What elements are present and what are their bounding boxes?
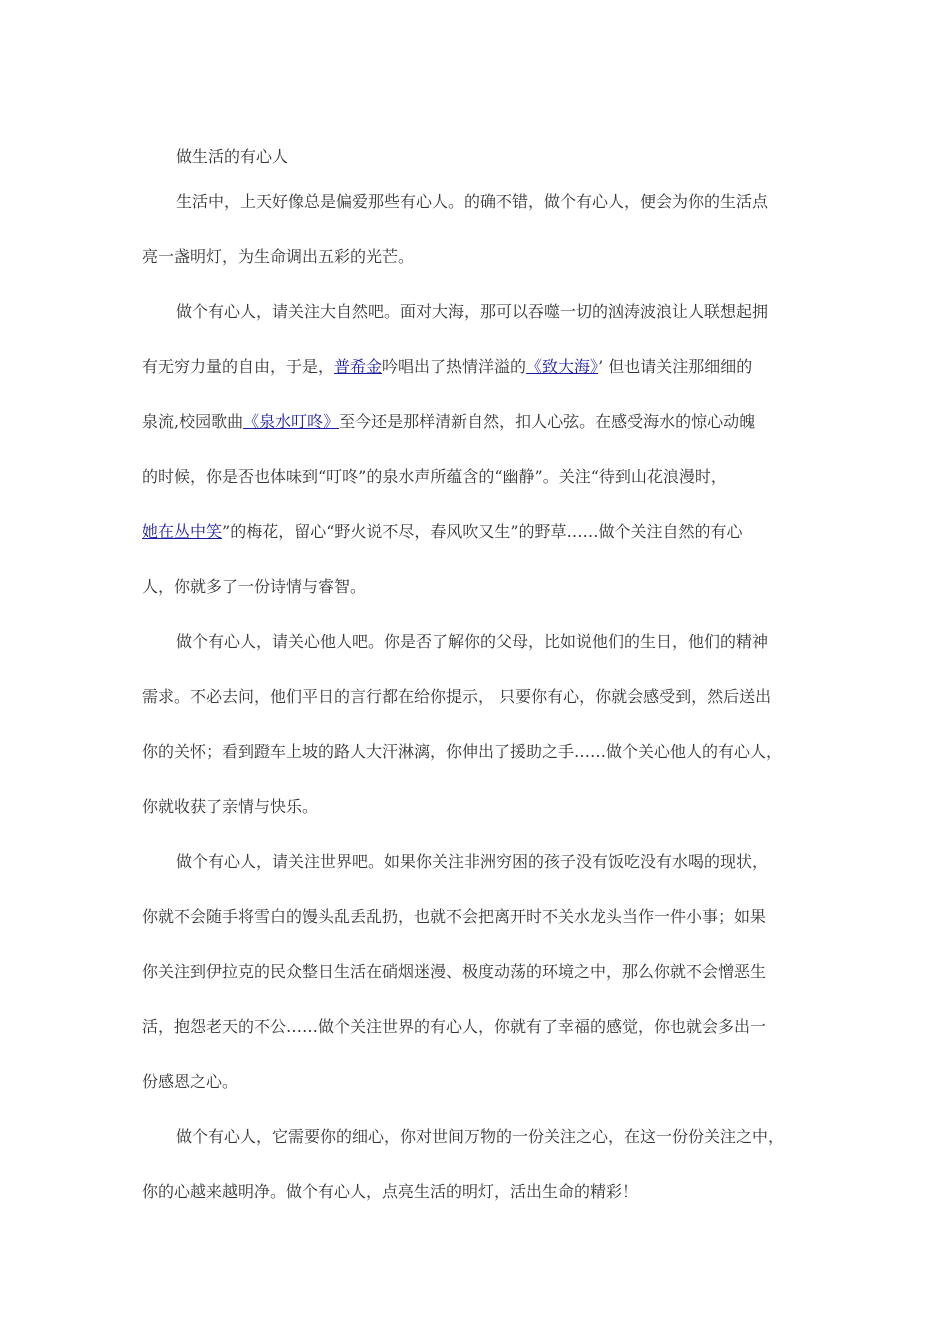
- pushkin-link[interactable]: 普希金: [334, 357, 383, 376]
- document-title: 做生活的有心人: [176, 147, 289, 166]
- p4-line-2: 你就不会随手将雪白的馒头乱丢乱扔，也就不会把离开时不关水龙头当作一件小事；如果: [142, 907, 767, 926]
- p4-line-1: 做个有心人，请关注世界吧。如果你关注非洲穷困的孩子没有饭吃没有水喝的现状，: [176, 852, 769, 871]
- p3-line-2: 需求。不必去问，他们平日的言行都在给你提示， 只要你有心，你就会感受到，然后送出: [142, 687, 772, 706]
- p4-line-5: 份感恩之心。: [142, 1072, 239, 1091]
- p1-line-1: 生活中，上天好像总是偏爱那些有心人。的确不错，做个有心人，便会为你的生活点: [176, 192, 769, 211]
- to-the-sea-link[interactable]: 《致大海》: [526, 357, 599, 376]
- p1-line-2: 亮一盏明灯，为生命调出五彩的光芒。: [142, 247, 415, 266]
- p4-line-3: 你关注到伊拉克的民众整日生活在硝烟迷漫、极度动荡的环境之中，那么你就不会憎恶生: [142, 962, 767, 981]
- p4-line-4: 活，抱怨老天的不公……做个关注世界的有心人，你就有了幸福的感觉，你也就会多出一: [142, 1017, 767, 1036]
- p2-line-5-text-b: ”的梅花，留心“野火说不尽，春风吹又生”的野草……做个关注自然的有心: [222, 522, 743, 541]
- p2-line-2-text-c: ’ 但也请关注那细细的: [598, 357, 753, 376]
- p2-line-4: 的时候，你是否也体味到“叮咚”的泉水声所蕴含的“幽静”。关注“待到山花浪漫时，: [142, 467, 727, 486]
- p2-line-6: 人，你就多了一份诗情与睿智。: [142, 577, 367, 596]
- smile-among-flowers-link[interactable]: 她在丛中笑: [142, 522, 223, 541]
- p5-line-2: 你的心越来越明净。做个有心人，点亮生活的明灯，活出生命的精彩！: [142, 1182, 639, 1201]
- p3-line-4: 你就收获了亲情与快乐。: [142, 797, 319, 816]
- p3-line-1: 做个有心人，请关心他人吧。你是否了解你的父母，比如说他们的生日，他们的精神: [176, 632, 769, 651]
- p2-line-2-text-b: 吟唱出了热情洋溢的: [382, 357, 527, 376]
- p2-line-1: 做个有心人，请关注大自然吧。面对大海，那可以吞噬一切的汹涛波浪让人联想起拥: [176, 302, 769, 321]
- p2-line-5: [142, 518, 743, 546]
- spring-song-link[interactable]: 《泉水叮咚》: [243, 412, 340, 431]
- p2-line-3-text-a: 泉流,校园歌曲: [142, 412, 244, 431]
- p3-line-3: 你的关怀；看到蹬车上坡的路人大汗淋漓，你伸出了援助之手……做个关心他人的有心人，: [142, 742, 783, 761]
- p2-line-2: [142, 353, 752, 381]
- p5-line-1: 做个有心人，它需要你的细心，你对世间万物的一份关注之心，在这一份份关注之中，: [176, 1127, 785, 1146]
- p2-line-3-text-b: 至今还是那样清新自然，扣人心弦。在感受海水的惊心动魄: [339, 412, 756, 431]
- p2-line-3: [142, 408, 755, 436]
- p2-line-2-text-a: 有无穷力量的自由，于是，: [142, 357, 335, 376]
